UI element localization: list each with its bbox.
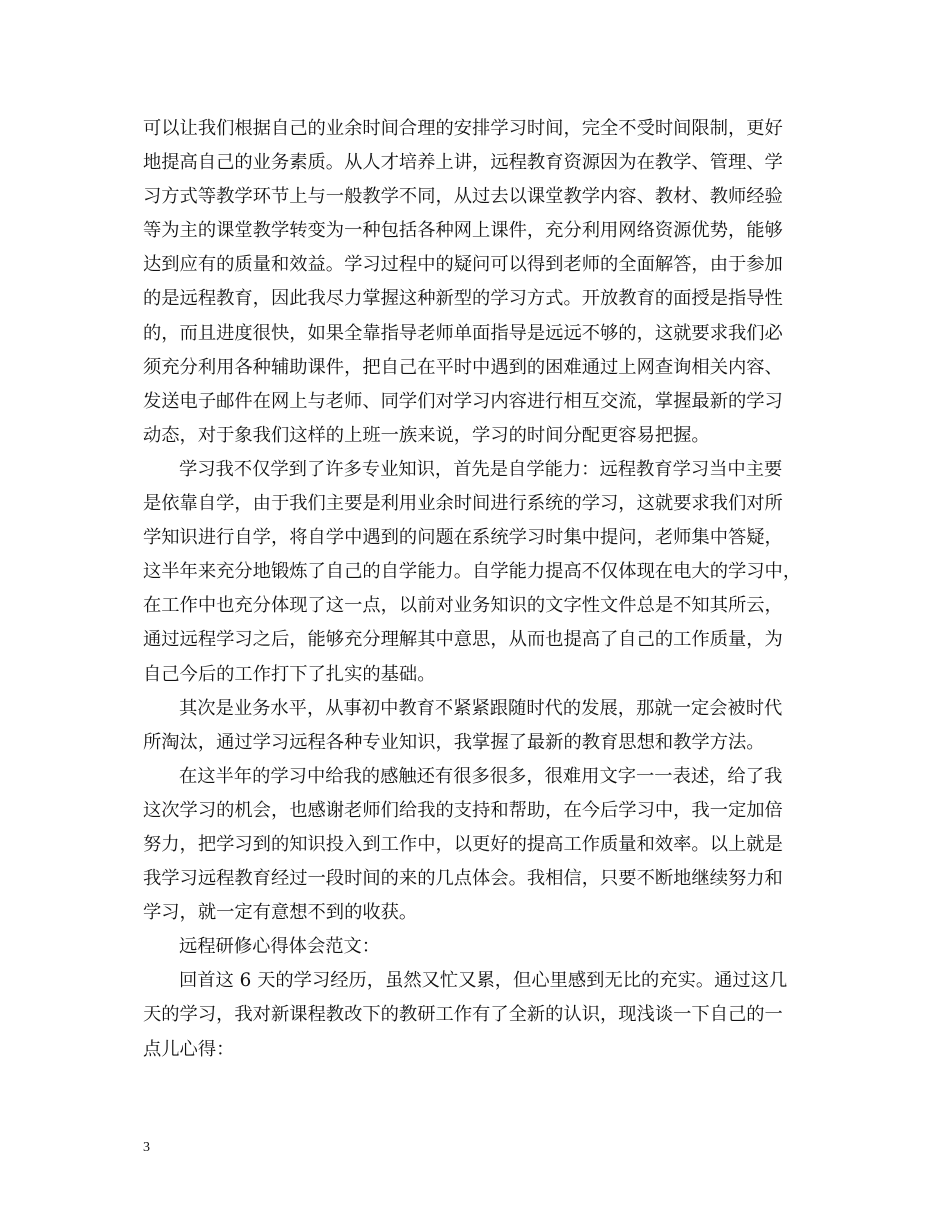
text-line: 等为主的课堂教学转变为一种包括各种网上课件，充分利用网络资源优势，能够	[143, 220, 783, 242]
text-line: 远程研修心得体会范文：	[179, 936, 381, 958]
text-line: 达到应有的质量和效益。学习过程中的疑问可以得到老师的全面解答，由于参加	[143, 254, 783, 276]
text-line: 地提高自己的业务素质。从人才培养上讲，远程教育资源因为在教学、管理、学	[143, 152, 783, 174]
text-line: 学习，就一定有意想不到的收获。	[143, 902, 418, 924]
text-line: 在工作中也充分体现了这一点，以前对业务知识的文字性文件总是不知其所云，	[143, 595, 783, 617]
text-line: 努力，把学习到的知识投入到工作中，以更好的提高工作质量和效率。以上就是	[143, 833, 783, 855]
text-line: 点儿心得：	[143, 1038, 235, 1060]
text-line: 这半年来充分地锻炼了自己的自学能力。自学能力提高不仅体现在电大的学习中，	[143, 561, 802, 583]
text-line: 学知识进行自学，将自学中遇到的问题在系统学习时集中提问，老师集中答疑，	[143, 527, 783, 549]
text-line: 的是远程教育，因此我尽力掌握这种新型的学习方式。开放教育的面授是指导性	[143, 288, 783, 310]
text-line: 可以让我们根据自己的业余时间合理的安排学习时间，完全不受时间限制，更好	[143, 118, 783, 139]
text-line: 发送电子邮件在网上与老师、同学们对学习内容进行相互交流，掌握最新的学习	[143, 390, 783, 412]
text-line: 回首这 6 天的学习经历，虽然又忙又累，但心里感到无比的充实。通过这几	[179, 970, 788, 992]
text-line: 所淘汰，通过学习远程各种专业知识，我掌握了最新的教育思想和教学方法。	[143, 731, 765, 753]
text-line: 习方式等教学环节上与一般教学不同，从过去以课堂教学内容、教材、教师经验	[143, 186, 783, 208]
document-body	[143, 112, 809, 1067]
text-line: 这次学习的机会，也感谢老师们给我的支持和帮助，在今后学习中，我一定加倍	[143, 799, 783, 821]
text-line: 天的学习，我对新课程教改下的教研工作有了全新的认识，现浅谈一下自己的一	[143, 1004, 783, 1026]
text-line: 在这半年的学习中给我的感触还有很多很多，很难用文字一一表述，给了我	[179, 765, 783, 787]
text-line: 通过远程学习之后，能够充分理解其中意思，从而也提高了自己的工作质量，为	[143, 629, 783, 651]
text-line: 自己今后的工作打下了扎实的基础。	[143, 663, 436, 685]
page-number: 3	[143, 1140, 150, 1155]
text-line: 是依靠自学，由于我们主要是利用业余时间进行系统的学习，这就要求我们对所	[143, 493, 783, 515]
text-line: 动态，对于象我们这样的上班一族来说，学习的时间分配更容易把握。	[143, 424, 710, 446]
text-line: 须充分利用各种辅助课件，把自己在平时中遇到的困难通过上网查询相关内容、	[143, 356, 783, 378]
text-line: 我学习远程教育经过一段时间的来的几点体会。我相信，只要不断地继续努力和	[143, 868, 783, 890]
text-line: 其次是业务水平，从事初中教育不紧紧跟随时代的发展，那就一定会被时代	[179, 697, 783, 719]
text-line: 学习我不仅学到了许多专业知识，首先是自学能力：远程教育学习当中主要	[179, 458, 783, 480]
text-line: 的，而且进度很快，如果全靠指导老师单面指导是远远不够的，这就要求我们必	[143, 322, 783, 344]
